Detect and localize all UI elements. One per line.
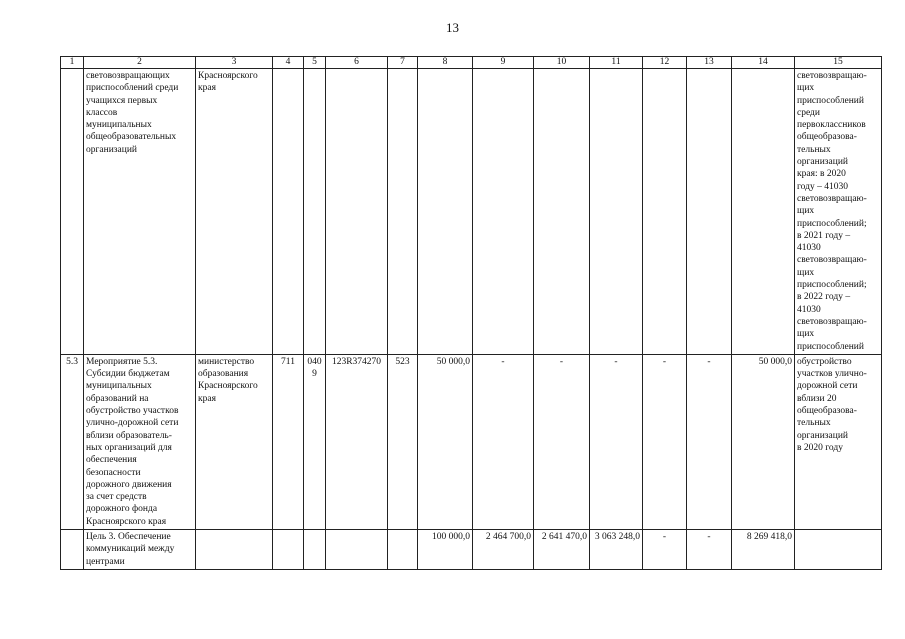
col-header-13: 13 — [687, 57, 732, 69]
col-header-3: 3 — [196, 57, 273, 69]
col-header-8: 8 — [418, 57, 473, 69]
cell-expected-result: обустройство участков улично- дорожной сети вблизи 20 общеобразова- тельных организаций в 2020 году — [795, 354, 882, 529]
cell-vr — [388, 69, 418, 355]
cell-amount-13: - — [687, 354, 732, 529]
cell-amount-13 — [687, 69, 732, 355]
cell-number — [61, 529, 84, 569]
col-header-5: 5 — [304, 57, 326, 69]
cell-name: световозвращающих приспособлений среди учащихся первых классов муниципальных общеобразовательных организаций — [84, 69, 196, 355]
cell-amount-13: - — [687, 529, 732, 569]
cell-amount-11: 3 063 248,0 — [590, 529, 643, 569]
cell-amount-12: - — [643, 354, 687, 529]
table-row — [61, 354, 882, 529]
cell-expected-result — [795, 529, 882, 569]
cell-grbs — [273, 69, 304, 355]
cell-amount-9: - — [473, 354, 534, 529]
cell-number: 5.3 — [61, 354, 84, 529]
cell-amount-8: 50 000,0 — [418, 354, 473, 529]
table-row — [61, 529, 882, 569]
cell-amount-10: - — [534, 354, 590, 529]
cell-vr: 523 — [388, 354, 418, 529]
cell-amount-10: 2 641 470,0 — [534, 529, 590, 569]
cell-total — [732, 69, 795, 355]
header-row — [61, 57, 882, 69]
table-row — [61, 69, 882, 355]
cell-amount-9: 2 464 700,0 — [473, 529, 534, 569]
cell-amount-8: 100 000,0 — [418, 529, 473, 569]
col-header-7: 7 — [388, 57, 418, 69]
cell-grbs — [273, 529, 304, 569]
col-header-2: 2 — [84, 57, 196, 69]
col-header-6: 6 — [326, 57, 388, 69]
cell-vr — [388, 529, 418, 569]
budget-table — [60, 56, 882, 570]
cell-rzpr — [304, 69, 326, 355]
cell-rzpr — [304, 529, 326, 569]
cell-amount-8 — [418, 69, 473, 355]
cell-number — [61, 69, 84, 355]
cell-rzpr: 0409 — [304, 354, 326, 529]
cell-amount-9 — [473, 69, 534, 355]
cell-administrator: Красноярского края — [196, 69, 273, 355]
cell-amount-11 — [590, 69, 643, 355]
col-header-14: 14 — [732, 57, 795, 69]
col-header-15: 15 — [795, 57, 882, 69]
cell-csr — [326, 69, 388, 355]
cell-csr — [326, 529, 388, 569]
cell-name: Мероприятие 5.3. Субсидии бюджетам муниципальных образований на обустройство участков улично-дорожной сети вблизи образователь- ных организаций для обеспечения безопасности дорожного движения за счет средств дорожного фонда Красноярского края — [84, 354, 196, 529]
cell-csr: 123R374270 — [326, 354, 388, 529]
cell-amount-11: - — [590, 354, 643, 529]
cell-amount-10 — [534, 69, 590, 355]
cell-amount-12: - — [643, 529, 687, 569]
col-header-1: 1 — [61, 57, 84, 69]
col-header-9: 9 — [473, 57, 534, 69]
page-number: 13 — [446, 20, 459, 35]
cell-name: Цель 3. Обеспечение коммуникаций между центрами — [84, 529, 196, 569]
cell-administrator — [196, 529, 273, 569]
col-header-4: 4 — [273, 57, 304, 69]
cell-amount-12 — [643, 69, 687, 355]
cell-administrator: министерство образования Красноярского края — [196, 354, 273, 529]
cell-grbs: 711 — [273, 354, 304, 529]
col-header-11: 11 — [590, 57, 643, 69]
cell-total: 50 000,0 — [732, 354, 795, 529]
cell-expected-result: световозвращаю- щих приспособлений среди первоклассников общеобразова- тельных организаций края: в 2020 году – 41030 световозвращаю- щих приспособлений; в 2021 году – 41030 световозвращаю- щих приспособлений; в 2022 году – 41030 световозвращаю- щих приспособлений — [795, 69, 882, 355]
col-header-12: 12 — [643, 57, 687, 69]
col-header-10: 10 — [534, 57, 590, 69]
cell-total: 8 269 418,0 — [732, 529, 795, 569]
